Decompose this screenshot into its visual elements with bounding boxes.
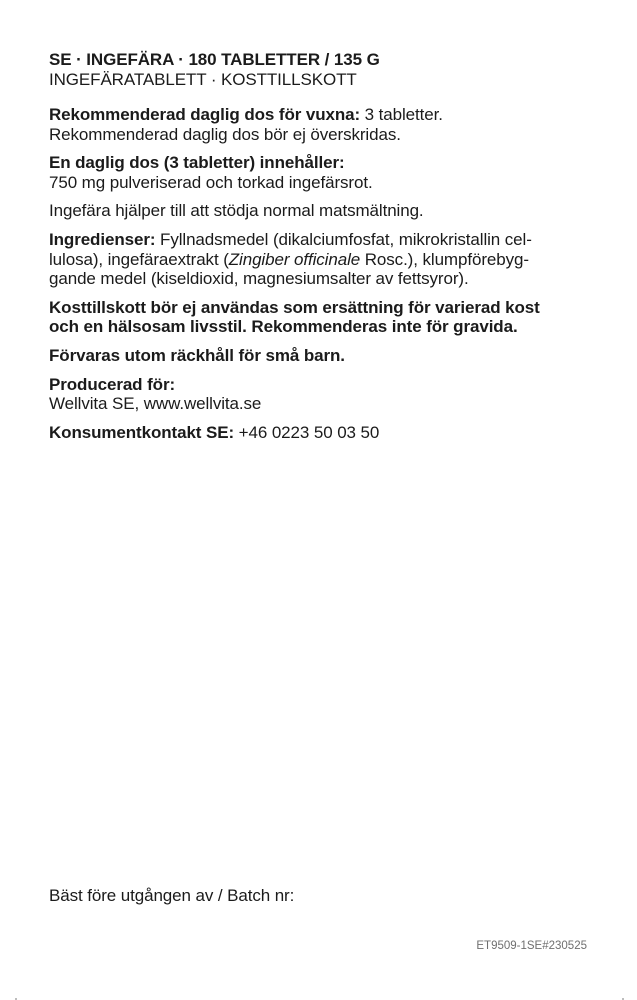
contact-line [49,423,589,443]
ingredients-text-2b: Rosc.), klumpförebyg- [360,249,529,269]
notice-section [49,298,589,337]
dosage-label: Rekommenderad daglig dos för vuxna: [49,105,361,124]
ingredients-section [49,230,589,289]
dosage-value: 3 tabletter. [360,105,443,124]
notice-line-1: Kosttillskott bör ej användas som ersättning för varierad kost [49,297,540,317]
notice-line-2: och en hälsosam livsstil. Rekommenderas inte för gravida. [49,317,518,337]
ingredients-text-1: Fyllnadsmedel (dikalciumfosfat, mikrokristallin cel- [155,229,532,249]
dosage-warning: Rekommenderad daglig dos bör ej överskridas. [49,124,401,144]
contents-section [49,153,589,192]
storage-warning: Förvaras utom räckhåll för små barn. [49,345,345,365]
article-code: ET9509-1SE#230525 [476,940,587,952]
contact-phone: +46 0223 50 03 50 [234,422,380,442]
producer-label: Producerad för: [49,374,176,394]
product-subtitle: INGEFÄRATABLETT · KOSTTILLSKOTT [49,69,357,89]
dosage-line [49,105,589,125]
producer-value: Wellvita SE, www.wellvita.se [49,394,262,414]
contact-label: Konsumentkontakt SE: [49,422,235,442]
best-before-batch: Bäst före utgången av / Batch nr: [49,886,295,905]
claim-section [49,201,589,221]
dosage-section [49,105,589,144]
ingredients-label: Ingredienser: [49,229,156,249]
contact-section [49,423,589,443]
ingredients-text-2a: lulosa), ingefäraextrakt ( [49,249,229,269]
contents-label: En daglig dos (3 tabletter) innehåller: [49,153,345,173]
ingredients-line-3: gande medel (kiseldioxid, magnesiumsalter av fettsyror). [49,269,469,289]
label-body [49,105,589,442]
storage-section [49,346,589,366]
producer-section [49,375,589,414]
ingredients-line-1 [49,230,589,250]
label-header [49,50,589,89]
ingredients-line-2 [49,250,589,270]
ingredients-latin-name: Zingiber officinale [228,249,361,269]
product-title: SE · INGEFÄRA · 180 TABLETTER / 135 G [49,50,380,69]
contents-value: 750 mg pulveriserad och torkad ingefärsrot. [49,172,373,192]
health-claim: Ingefära hjälper till att stödja normal matsmältning. [49,201,424,221]
